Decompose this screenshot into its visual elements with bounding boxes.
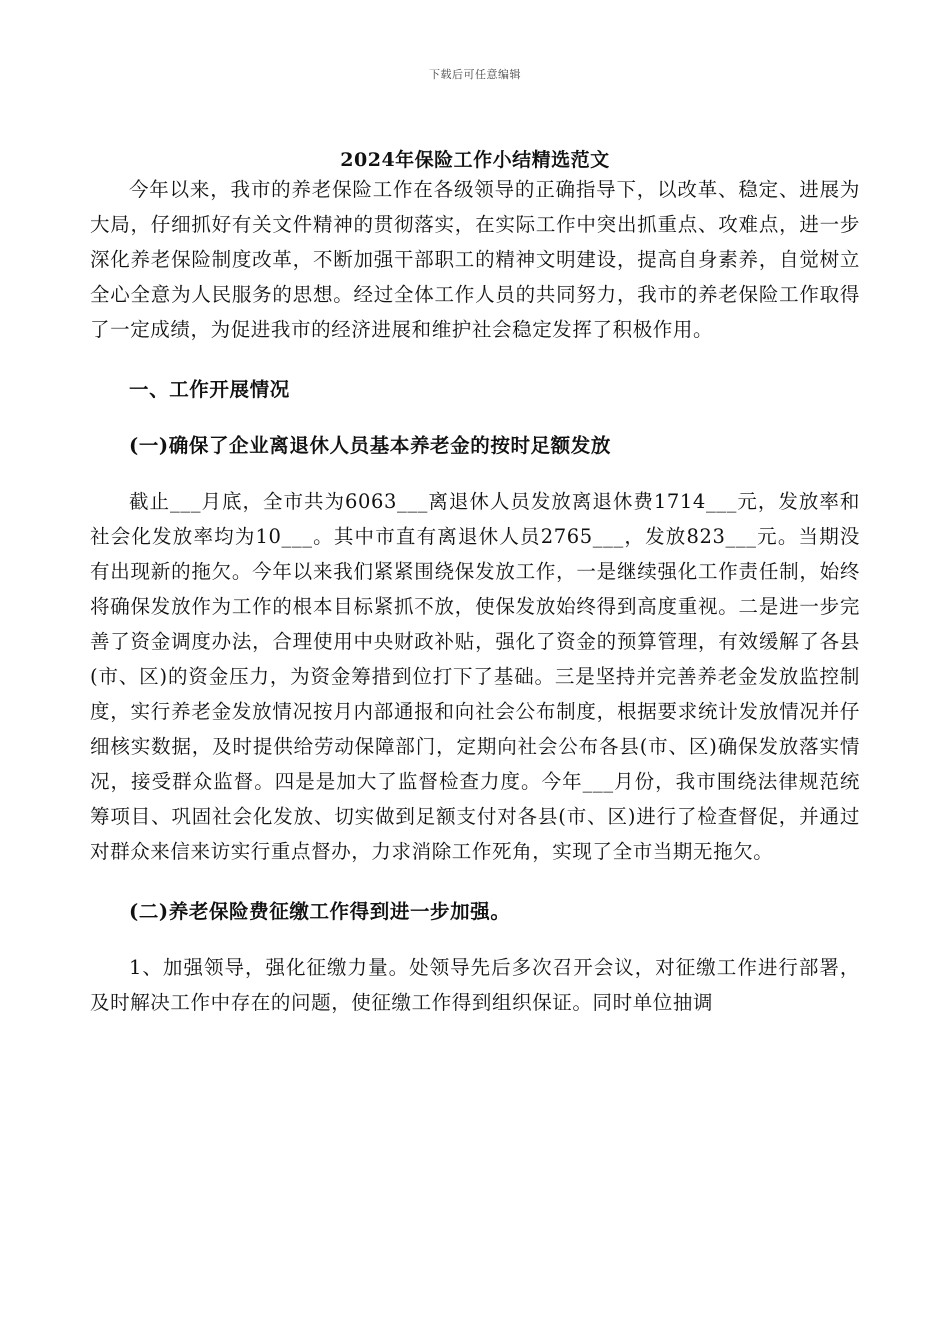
document-title: 2024年保险工作小结精选范文 <box>340 149 610 171</box>
subsection-paragraph-2: 1、加强领导，强化征缴力量。处领导先后多次召开会议，对征缴工作进行部署，及时解决工作中存在的问题，使征缴工作得到组织保证。同时单位抽调 <box>90 956 860 1014</box>
spacer <box>90 463 860 484</box>
subsection-paragraph-1: 截止___月底，全市共为6063___离退休人员发放离退休费1714___元，发放率和社会化发放率均为10___。其中市直有离退休人员2765___，发放823___元。当期没有出现新的拖欠。今年以来我们紧紧围绕保发放工作，一是继续强化工作责任制，始终将确保发放作为工作的根本目标紧抓不放，使保发放始终得到高度重视。二是进一步完善了资金调度办法，合理使用中央财政补贴，强化了资金的预算管理，有效缓解了各县(市、区)的资金压力，为资金筹措到位打下了基础。三是坚持并完善养老金发放监控制度，实行养老金发放情况按月内部通报和向社会公布制度，根据要求统计发放情况并仔细核实数据，及时提供给劳动保障部门，定期向社会公布各县(市、区)确保发放落实情况，接受群众监督。四是是加大了监督检查力度。今年___月份，我市围绕法律规范统筹项目、巩固社会化发放、切实做到足额支付对各县(市、区)进行了检查督促，并通过对群众来信来访实行重点督办，力求消除工作死角，实现了全市当期无拖欠。 <box>90 490 860 863</box>
document-body <box>90 172 860 1020</box>
spacer <box>90 407 860 428</box>
subsection-heading-1: (一)确保了企业离退休人员基本养老金的按时足额发放 <box>129 434 611 457</box>
spacer <box>90 929 860 950</box>
intro-paragraph: 今年以来，我市的养老保险工作在各级领导的正确指导下，以改革、稳定、进展为大局，仔细抓好有关文件精神的贯彻落实，在实际工作中突出抓重点、攻难点，进一步深化养老保险制度改革，不断加强干部职工的精神文明建设，提高自身素养，自觉树立全心全意为人民服务的思想。经过全体工作人员的共同努力，我市的养老保险工作取得了一定成绩，为促进我市的经济进展和维护社会稳定发挥了积极作用。 <box>90 178 860 341</box>
spacer <box>90 869 860 894</box>
spacer <box>90 347 860 372</box>
section-heading: 一、工作开展情况 <box>129 378 290 401</box>
header-note: 下载后可任意编辑 <box>429 68 521 81</box>
subsection-heading-2: (二)养老保险费征缴工作得到进一步加强。 <box>129 900 511 923</box>
